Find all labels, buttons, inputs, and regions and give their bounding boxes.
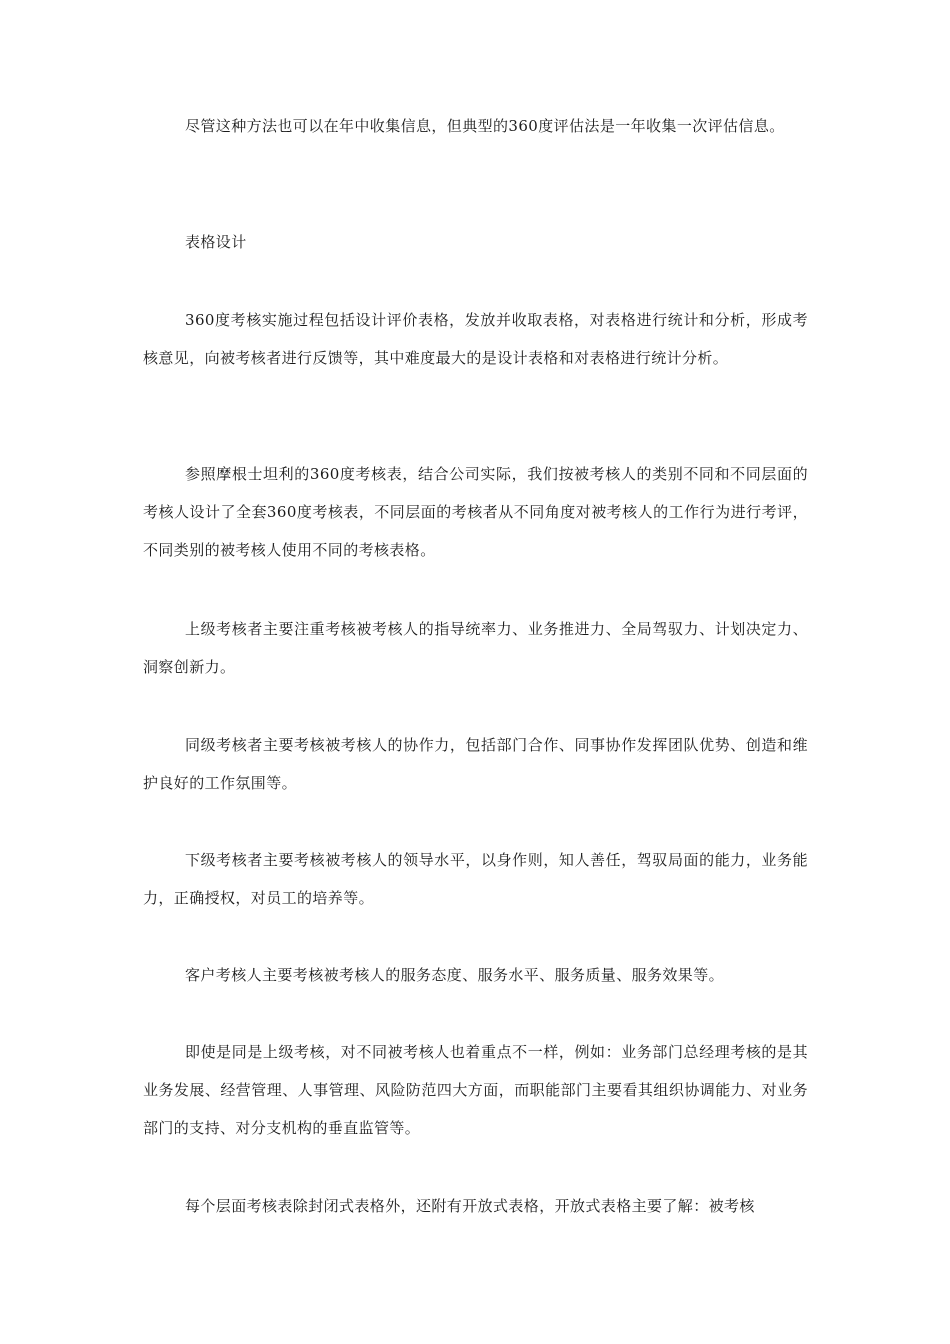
paragraph-process: 360度考核实施过程包括设计评价表格，发放并收取表格，对表格进行统计和分析，形成考核意见，向被考核者进行反馈等，其中难度最大的是设计表格和对表格进行统计分析。 <box>143 311 808 367</box>
paragraph-superior-focus: 即使是同是上级考核，对不同被考核人也着重点不一样，例如：业务部门总经理考核的是其业务发展、经营管理、人事管理、风险防范四大方面，而职能部门主要看其组织协调能力、对业务部门的支持、对分支机构的垂直监管等。 <box>143 1043 808 1137</box>
paragraph-open-forms: 每个层面考核表除封闭式表格外，还附有开放式表格，开放式表格主要了解：被考核 <box>185 1197 755 1215</box>
paragraph-subordinate-reviewers: 下级考核者主要考核被考核人的领导水平，以身作则，知人善任，驾驭局面的能力，业务能力，正确授权，对员工的培养等。 <box>143 851 808 907</box>
section-heading-form-design: 表格设计 <box>185 233 247 251</box>
paragraph-morgan-stanley: 参照摩根士坦利的360度考核表，结合公司实际，我们按被考核人的类别不同和不同层面的考核人设计了全套360度考核表，不同层面的考核者从不同角度对被考核人的工作行为进行考评，不同类别的被考核人使用不同的考核表格。 <box>143 465 808 559</box>
paragraph-superior-reviewers: 上级考核者主要注重考核被考核人的指导统率力、业务推进力、全局驾驭力、计划决定力、洞察创新力。 <box>143 620 808 676</box>
paragraph-360-timing: 尽管这种方法也可以在年中收集信息，但典型的360度评估法是一年收集一次评估信息。 <box>185 117 785 135</box>
paragraph-customer-reviewers: 客户考核人主要考核被考核人的服务态度、服务水平、服务质量、服务效果等。 <box>185 966 725 984</box>
paragraph-peer-reviewers: 同级考核者主要考核被考核人的协作力，包括部门合作、同事协作发挥团队优势、创造和维护良好的工作氛围等。 <box>143 736 808 792</box>
